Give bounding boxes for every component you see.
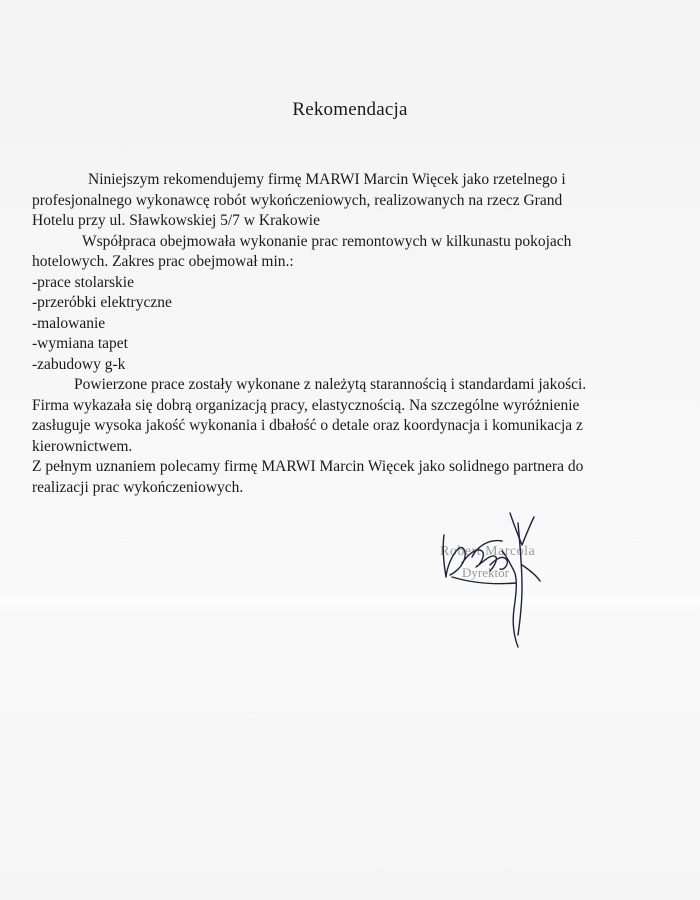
paragraph-2-line-2: hotelowych. Zakres prac obejmował min.:	[32, 253, 294, 270]
list-item: -prace stolarskie	[32, 273, 134, 291]
list-item: -wymiana tapet	[32, 335, 128, 352]
list-item: -malowanie	[32, 314, 106, 332]
paragraph-1-line-2: profesjonalnego wykonawcę robót wykończeniowych, realizowanych na rzecz Grand	[32, 191, 563, 209]
document-title: Rekomendacja	[292, 99, 408, 120]
paragraph-1-line-1: Niniejszym rekomendujemy firmę MARWI Marcin Więcek jako rzetelnego i	[88, 171, 566, 188]
list-item: -zabudowy g-k	[32, 355, 126, 373]
paragraph-3-line-4: kierownictwem.	[32, 437, 133, 455]
stamp-role: Dyrektor	[462, 565, 509, 580]
paper-fold	[0, 595, 700, 607]
paragraph-3-line-1: Powierzone prace zostały wykonane z należytą starannością i standardami jakości.	[74, 376, 587, 393]
paragraph-4-line-2: realizacji prac wykończeniowych.	[32, 478, 244, 496]
signature-image	[432, 505, 562, 655]
document-body	[32, 170, 684, 498]
list-item: -przeróbki elektryczne	[32, 294, 172, 311]
stamp-name: Robert Marcola	[440, 544, 536, 559]
paragraph-3-line-3: zasługuje wysoka jakość wykonania i dbałość o detale oraz koordynacja i komunikacja z	[32, 417, 583, 434]
paragraph-1-line-3: Hotelu przy ul. Sławkowskiej 5/7 w Krakowie	[32, 212, 320, 229]
paragraph-2-line-1: Współpraca obejmowała wykonanie prac remontowych w kilkunastu pokojach	[82, 232, 572, 250]
paragraph-4-line-1: Z pełnym uznaniem polecamy firmę MARWI Marcin Więcek jako solidnego partnera do	[32, 458, 584, 475]
paragraph-3-line-2: Firma wykazała się dobrą organizacją pracy, elastycznością. Na szczególne wyróżnienie	[32, 396, 580, 414]
